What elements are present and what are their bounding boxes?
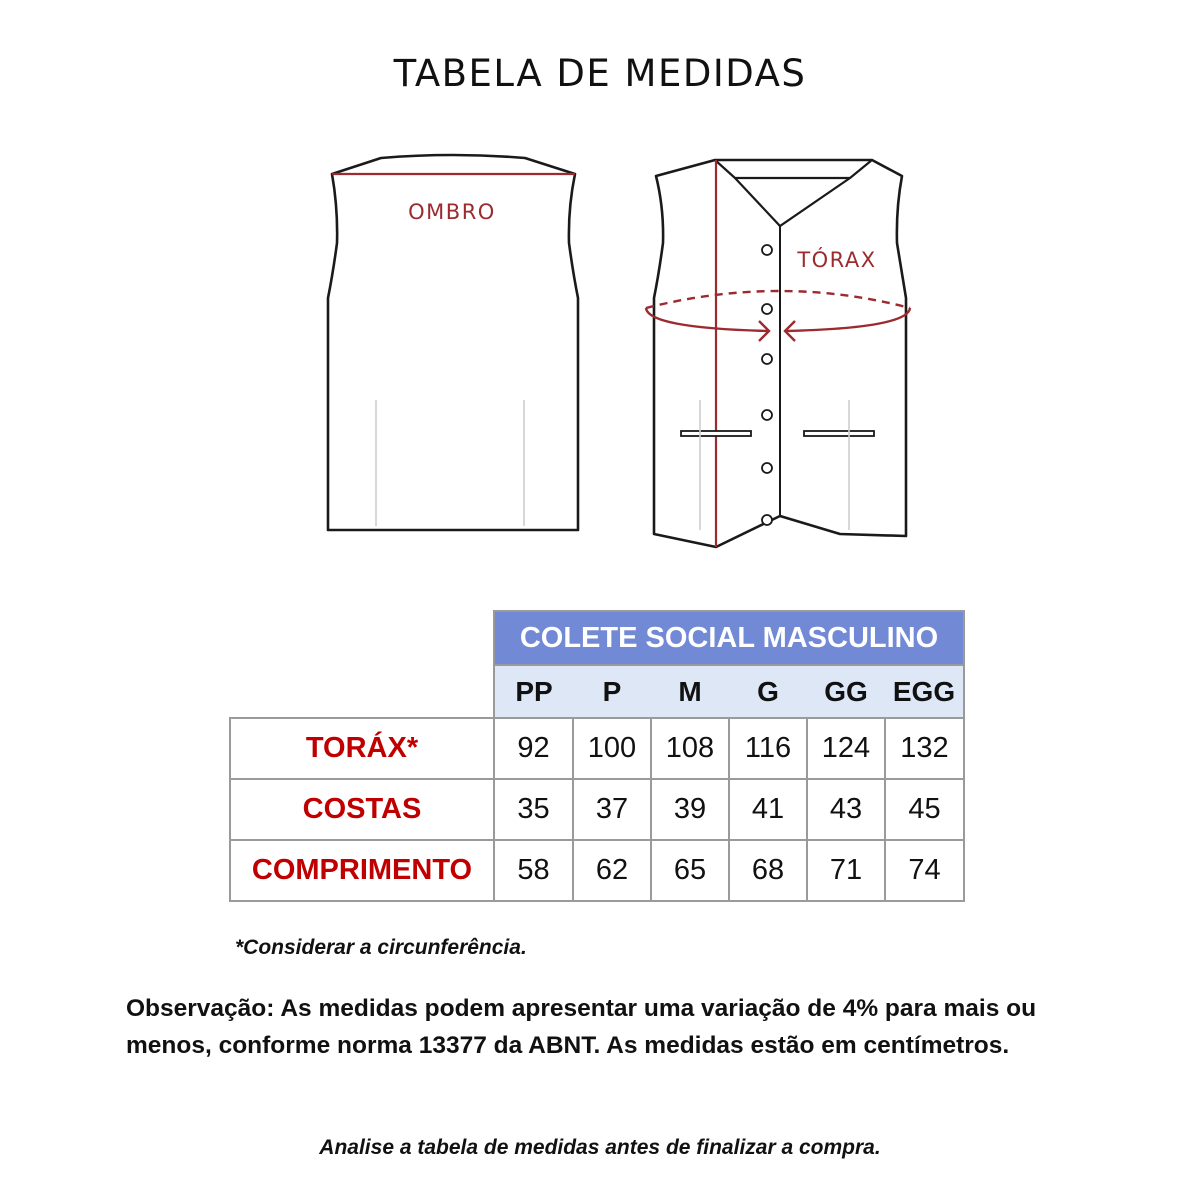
table-cell: 37 (573, 779, 651, 840)
table-cell: 74 (885, 840, 964, 901)
torax-label: TÓRAX (797, 248, 877, 272)
table-cell: 71 (807, 840, 885, 901)
row-label: COMPRIMENTO (230, 840, 494, 901)
table-row (230, 718, 964, 779)
table-cell: 43 (807, 779, 885, 840)
table-cell: 92 (494, 718, 573, 779)
table-cell: 116 (729, 718, 807, 779)
ombro-label: OMBRO (408, 200, 496, 224)
vest-back-illustration (318, 148, 588, 558)
size-header-cell: GG (807, 665, 885, 718)
table-cell: 58 (494, 840, 573, 901)
page-title: TABELA DE MEDIDAS (393, 52, 807, 95)
size-table (229, 610, 965, 902)
button (762, 304, 772, 314)
table-cell: 132 (885, 718, 964, 779)
button (762, 354, 772, 364)
table-row (230, 779, 964, 840)
row-label: COSTAS (230, 779, 494, 840)
pocket-left (681, 431, 751, 436)
table-cell: 65 (651, 840, 729, 901)
button (762, 463, 772, 473)
table-cell: 41 (729, 779, 807, 840)
table-cell: 124 (807, 718, 885, 779)
table-header-row (230, 611, 964, 665)
vest-front-illustration (640, 148, 930, 563)
pocket-right (804, 431, 874, 436)
sizes-row (230, 665, 964, 718)
size-header-cell: EGG (885, 665, 964, 718)
table-cell: 62 (573, 840, 651, 901)
size-header-cell: P (573, 665, 651, 718)
table-cell: 68 (729, 840, 807, 901)
table-cell: 39 (651, 779, 729, 840)
observation-text: Observação: As medidas podem apresentar uma variação de 4% para mais ou menos, conforme norma 13377 da ABNT. As medidas estão em centímetros. (126, 995, 1037, 1059)
table-corner (230, 611, 494, 665)
analyze-note: Analise a tabela de medidas antes de finalizar a compra. (319, 1136, 881, 1159)
size-header-cell: M (651, 665, 729, 718)
table-cell: 35 (494, 779, 573, 840)
button (762, 410, 772, 420)
table-title: COLETE SOCIAL MASCULINO (494, 611, 964, 665)
table-corner (230, 665, 494, 718)
button (762, 245, 772, 255)
table-cell: 108 (651, 718, 729, 779)
button (762, 515, 772, 525)
row-label: TORÁX* (230, 718, 494, 779)
footnote: *Considerar a circunferência. (235, 936, 527, 959)
table-row (230, 840, 964, 901)
table-cell: 45 (885, 779, 964, 840)
size-header-cell: G (729, 665, 807, 718)
size-header-cell: PP (494, 665, 573, 718)
table-body (230, 718, 964, 901)
table-cell: 100 (573, 718, 651, 779)
